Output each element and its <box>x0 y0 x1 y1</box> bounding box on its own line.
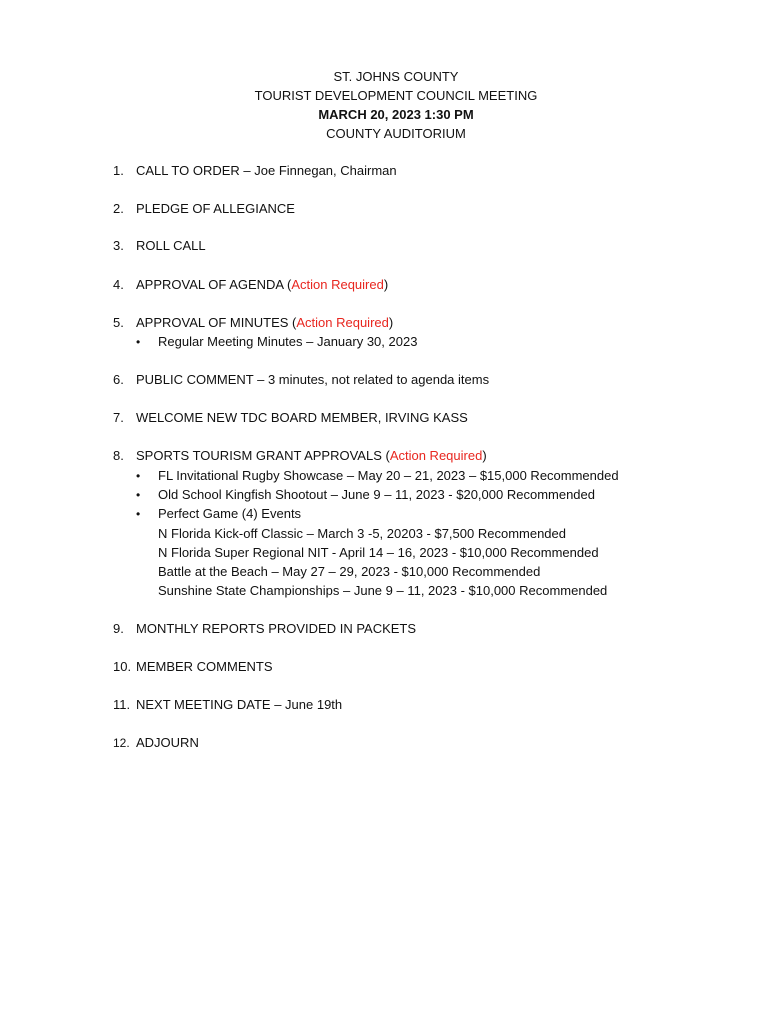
agenda-item-11 <box>113 695 342 714</box>
item-number: 11. <box>113 697 131 712</box>
item-number: 7. <box>113 410 124 425</box>
perfect-game-event: N Florida Kick-off Classic – March 3 -5, 20203 - $7,500 Recommended <box>158 526 567 541</box>
item-text: PLEDGE OF ALLEGIANCE <box>136 201 295 216</box>
grant-bullet <box>136 466 619 486</box>
item-text: NEXT MEETING DATE – June 19th <box>136 697 343 712</box>
grant-bullet <box>136 485 595 505</box>
action-required-label: Action Required <box>291 277 384 292</box>
agenda-item-6 <box>113 370 489 389</box>
item-number: 6. <box>113 372 124 387</box>
agenda-item-7 <box>113 408 468 427</box>
county-name: ST. JOHNS COUNTY <box>333 69 459 84</box>
agenda-item-10 <box>113 657 273 676</box>
item-text: ROLL CALL <box>136 238 206 253</box>
bullet-icon: • <box>136 335 141 349</box>
meeting-date-time: MARCH 20, 2023 1:30 PM <box>318 107 474 122</box>
item-number: 8. <box>113 448 124 463</box>
item-text: MONTHLY REPORTS PROVIDED IN PACKETS <box>136 621 417 636</box>
bullet-text: Perfect Game (4) Events <box>158 506 302 521</box>
agenda-item-9 <box>113 619 416 638</box>
item-text: PUBLIC COMMENT – 3 minutes, not related to agenda items <box>136 372 490 387</box>
item-text: APPROVAL OF AGENDA ( <box>136 277 292 292</box>
document-header <box>0 67 770 143</box>
item-number: 4. <box>113 277 124 292</box>
minutes-bullet <box>136 332 417 352</box>
item-text: CALL TO ORDER – Joe Finnegan, Chairman <box>136 163 397 178</box>
perfect-game-event: Battle at the Beach – May 27 – 29, 2023 - $10,000 Recommended <box>158 564 541 579</box>
item-text: ADJOURN <box>136 735 199 750</box>
perfect-game-event: Sunshine State Championships – June 9 – 11, 2023 - $10,000 Recommended <box>158 583 608 598</box>
action-required-label: Action Required <box>389 448 483 463</box>
meeting-title: TOURIST DEVELOPMENT COUNCIL MEETING <box>254 88 538 103</box>
agenda-item-4 <box>113 275 388 294</box>
item-text: SPORTS TOURISM GRANT APPROVALS ( <box>136 448 390 463</box>
item-text: MEMBER COMMENTS <box>136 659 273 674</box>
close-paren: ) <box>383 277 389 292</box>
item-number: 12. <box>113 736 130 750</box>
agenda-item-12 <box>113 733 199 753</box>
agenda-item-1 <box>113 161 397 180</box>
item-number: 9. <box>113 621 124 636</box>
meeting-location: COUNTY AUDITORIUM <box>326 126 466 141</box>
perfect-game-event: N Florida Super Regional NIT - April 14 – 16, 2023 - $10,000 Recommended <box>158 545 599 560</box>
action-required-label: Action Required <box>296 315 389 330</box>
bullet-text: Regular Meeting Minutes – January 30, 2023 <box>158 334 418 349</box>
item-number: 5. <box>113 315 124 330</box>
agenda-item-3 <box>113 236 206 255</box>
grant-bullet <box>136 504 301 524</box>
item-text: WELCOME NEW TDC BOARD MEMBER, IRVING KASS <box>136 410 468 425</box>
item-number: 3. <box>113 238 124 253</box>
bullet-icon: • <box>136 488 141 502</box>
bullet-icon: • <box>136 507 141 521</box>
item-number: 10. <box>113 659 132 674</box>
item-number: 1. <box>113 163 124 178</box>
bullet-text: Old School Kingfish Shootout – June 9 – 11, 2023 - $20,000 Recommended <box>158 487 595 502</box>
close-paren: ) <box>388 315 394 330</box>
agenda-item-2 <box>113 199 295 218</box>
agenda-item-8 <box>113 446 487 465</box>
bullet-text: FL Invitational Rugby Showcase – May 20 – 21, 2023 – $15,000 Recommended <box>158 468 619 483</box>
agenda-item-5 <box>113 313 393 332</box>
bullet-icon: • <box>136 469 141 483</box>
item-text: APPROVAL OF MINUTES ( <box>136 315 297 330</box>
item-number: 2. <box>113 201 124 216</box>
close-paren: ) <box>482 448 487 463</box>
